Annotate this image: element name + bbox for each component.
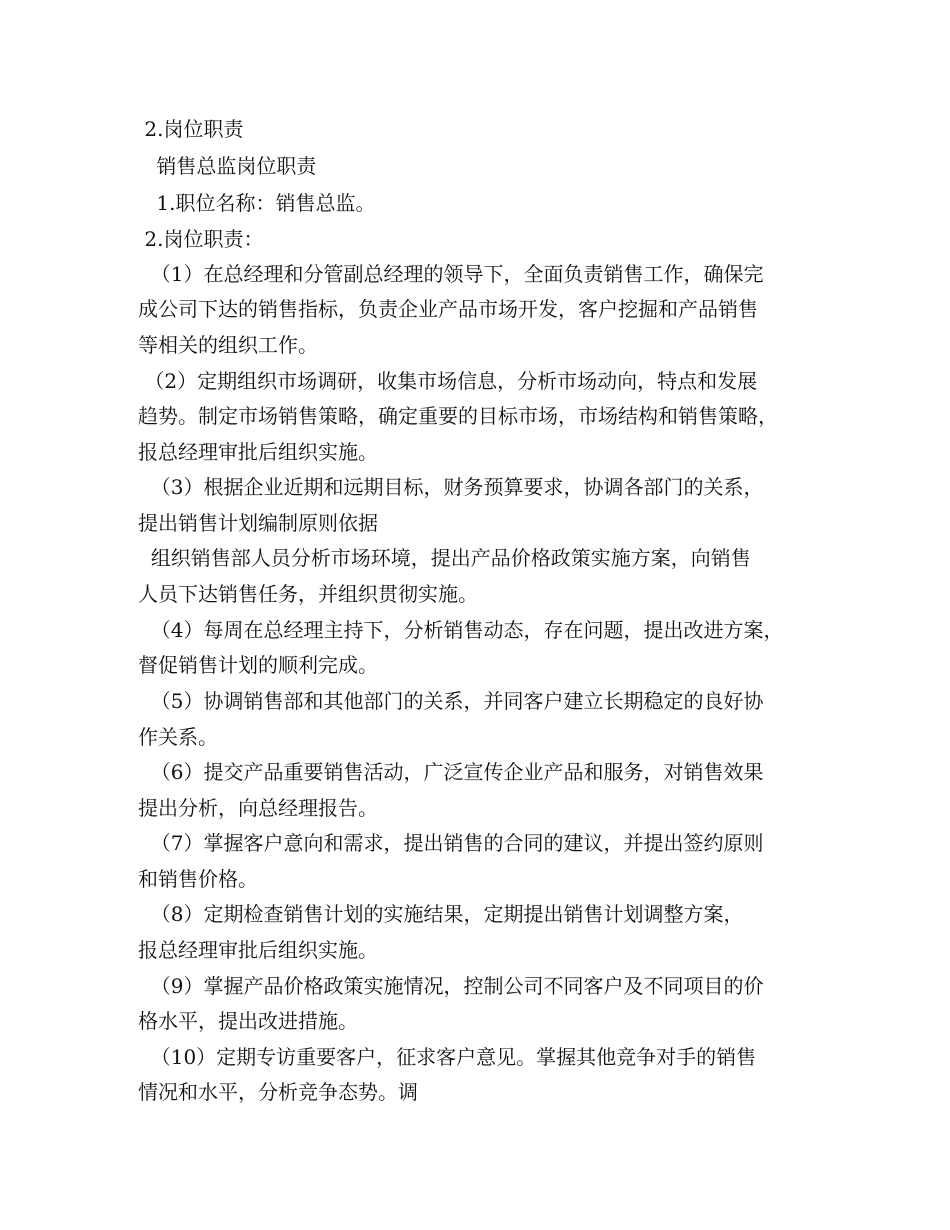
- paragraph-line: 提出分析，向总经理报告。: [138, 796, 378, 820]
- paragraph-line: （6）提交产品重要销售活动，广泛宣传企业产品和服务，对销售效果: [138, 760, 764, 784]
- paragraph-line: 和销售价格。: [138, 867, 258, 891]
- paragraph-line: 作关系。: [138, 725, 218, 749]
- paragraph-line: 组织销售部人员分析市场环境，提出产品价格政策实施方案，向销售: [138, 546, 751, 570]
- paragraph-line: 报总经理审批后组织实施。: [138, 938, 378, 962]
- paragraph-line: 趋势。制定市场销售策略，确定重要的目标市场，市场结构和销售策略，: [138, 404, 778, 428]
- position-title-line: 1.职位名称：销售总监。: [150, 191, 376, 215]
- duties-subheading: 2.岗位职责：: [138, 227, 264, 251]
- paragraph-line: 督促销售计划的顺利完成。: [138, 653, 378, 677]
- paragraph-line: 人员下达销售任务，并组织贯彻实施。: [138, 582, 478, 606]
- paragraph-line: （9）掌握产品价格政策实施情况，控制公司不同客户及不同项目的价: [138, 974, 764, 998]
- heading-duties: 2.岗位职责: [138, 117, 244, 141]
- paragraph-line: （7）掌握客户意向和需求，提出销售的合同的建议，并提出签约原则: [138, 831, 764, 855]
- paragraph-line: （1）在总经理和分管副总经理的领导下，全面负责销售工作，确保完: [138, 262, 764, 286]
- paragraph-line: （4）每周在总经理主持下，分析销售动态，存在问题，提出改进方案，: [138, 618, 784, 642]
- paragraph-line: 报总经理审批后组织实施。: [138, 440, 378, 464]
- paragraph-line: （8）定期检查销售计划的实施结果，定期提出销售计划调整方案，: [138, 902, 744, 926]
- heading-sales-director-duties: 销售总监岗位职责: [150, 154, 317, 178]
- paragraph-line: （3）根据企业近期和远期目标，财务预算要求，协调各部门的关系，: [138, 475, 764, 499]
- paragraph-line: （5）协调销售部和其他部门的关系，并同客户建立长期稳定的良好协: [138, 689, 764, 713]
- paragraph-line: （2）定期组织市场调研，收集市场信息，分析市场动向，特点和发展: [138, 369, 758, 393]
- paragraph-line: 格水平，提出改进措施。: [138, 1009, 358, 1033]
- paragraph-line: 等相关的组织工作。: [138, 333, 318, 357]
- paragraph-line: 成公司下达的销售指标，负责企业产品市场开发，客户挖掘和产品销售: [138, 297, 758, 321]
- paragraph-line: 提出销售计划编制原则依据: [138, 511, 378, 535]
- paragraph-line: （10）定期专访重要客户，征求客户意见。掌握其他竞争对手的销售: [138, 1045, 757, 1069]
- paragraph-line: 情况和水平，分析竞争态势。调: [138, 1080, 418, 1104]
